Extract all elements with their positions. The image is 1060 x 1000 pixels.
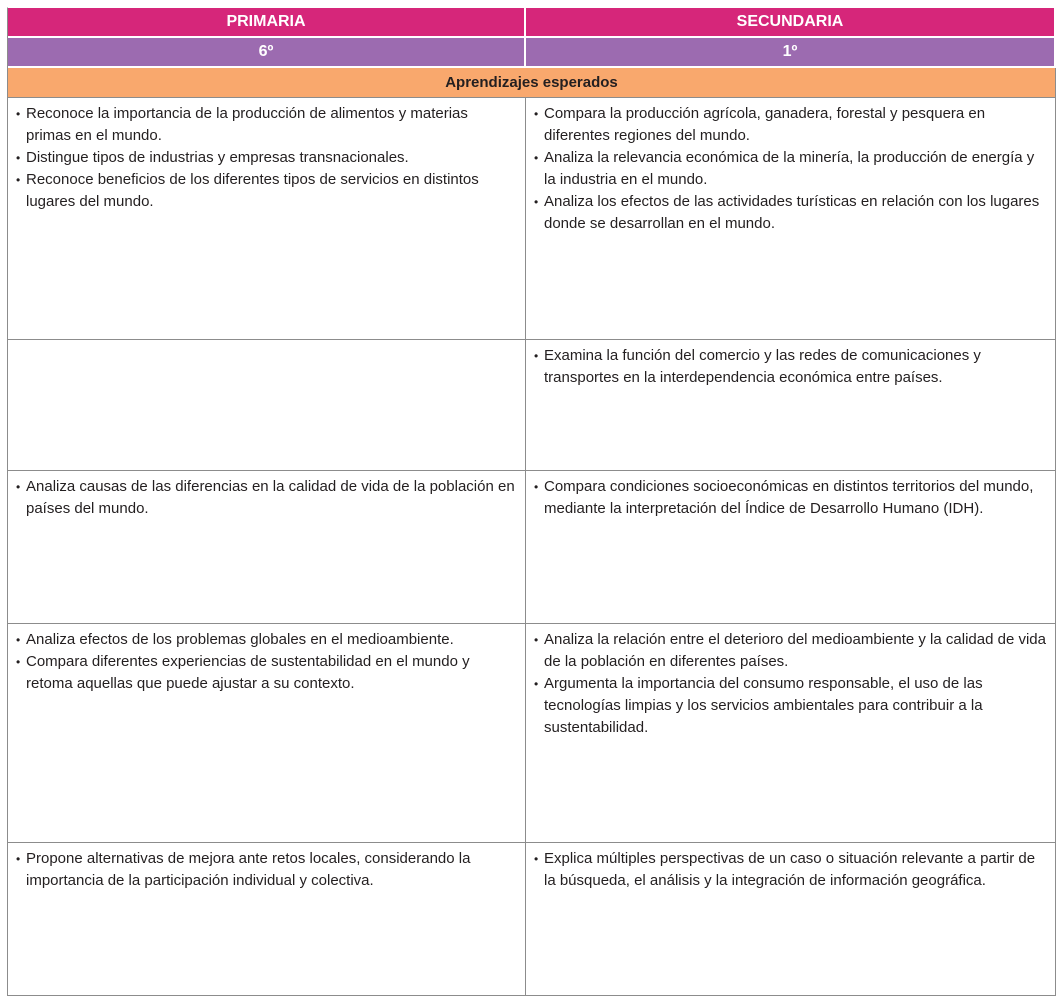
primaria-cell xyxy=(8,624,526,843)
table-row xyxy=(8,98,1056,340)
secundaria-cell xyxy=(526,340,1056,471)
list-item: • Analiza efectos de los problemas globales en el medioambiente. xyxy=(16,629,517,651)
primaria-header: PRIMARIA xyxy=(8,8,526,38)
secundaria-list xyxy=(534,629,1047,739)
secundaria-list xyxy=(534,476,1047,520)
table-row xyxy=(8,471,1056,624)
secundaria-grade: 1º xyxy=(526,38,1056,68)
primaria-grade: 6º xyxy=(8,38,526,68)
list-item: • Analiza causas de las diferencias en la calidad de vida de la población en países del mundo. xyxy=(16,476,517,520)
level-header-row xyxy=(8,8,1056,38)
primaria-cell xyxy=(8,843,526,996)
list-item: • Analiza la relación entre el deterioro del medioambiente y la calidad de vida de la población en diferentes países. xyxy=(534,629,1047,673)
list-item: • Compara la producción agrícola, ganadera, forestal y pesquera en diferentes regiones del mundo. xyxy=(534,103,1047,147)
table-row xyxy=(8,843,1056,996)
secundaria-header: SECUNDARIA xyxy=(526,8,1056,38)
primaria-list xyxy=(16,848,517,892)
list-item: • Examina la función del comercio y las redes de comunicaciones y transportes en la interdependencia económica entre países. xyxy=(534,345,1047,389)
primaria-list xyxy=(16,103,517,213)
list-item: • Distingue tipos de industrias y empresas transnacionales. xyxy=(16,147,517,169)
grade-header-row xyxy=(8,38,1056,68)
list-item: • Argumenta la importancia del consumo responsable, el uso de las tecnologías limpias y los servicios ambientales para contribuir a la sustentabilidad. xyxy=(534,673,1047,739)
table-row xyxy=(8,340,1056,471)
learning-outcomes-table xyxy=(7,7,1056,996)
secundaria-cell xyxy=(526,624,1056,843)
primaria-list xyxy=(16,629,517,695)
secundaria-list xyxy=(534,848,1047,892)
list-item: • Propone alternativas de mejora ante retos locales, considerando la importancia de la participación individual y colectiva. xyxy=(16,848,517,892)
list-item: • Compara condiciones socioeconómicas en distintos territorios del mundo, mediante la interpretación del Índice de Desarrollo Humano (IDH). xyxy=(534,476,1047,520)
list-item: • Explica múltiples perspectivas de un caso o situación relevante a partir de la búsqueda, el análisis y la integración de información geográfica. xyxy=(534,848,1047,892)
primaria-cell xyxy=(8,340,526,471)
list-item: • Compara diferentes experiencias de sustentabilidad en el mundo y retoma aquellas que puede ajustar a su contexto. xyxy=(16,651,517,695)
primaria-cell xyxy=(8,98,526,340)
list-item: • Analiza los efectos de las actividades turísticas en relación con los lugares donde se desarrollan en el mundo. xyxy=(534,191,1047,235)
secundaria-list xyxy=(534,345,1047,389)
section-header-row xyxy=(8,68,1056,98)
list-item: • Reconoce la importancia de la producción de alimentos y materias primas en el mundo. xyxy=(16,103,517,147)
primaria-cell xyxy=(8,471,526,624)
section-title: Aprendizajes esperados xyxy=(8,68,1056,98)
primaria-list xyxy=(16,476,517,520)
secundaria-list xyxy=(534,103,1047,235)
list-item: • Analiza la relevancia económica de la minería, la producción de energía y la industria en el mundo. xyxy=(534,147,1047,191)
list-item: • Reconoce beneficios de los diferentes tipos de servicios en distintos lugares del mundo. xyxy=(16,169,517,213)
secundaria-cell xyxy=(526,98,1056,340)
table-row xyxy=(8,624,1056,843)
secundaria-cell xyxy=(526,843,1056,996)
secundaria-cell xyxy=(526,471,1056,624)
